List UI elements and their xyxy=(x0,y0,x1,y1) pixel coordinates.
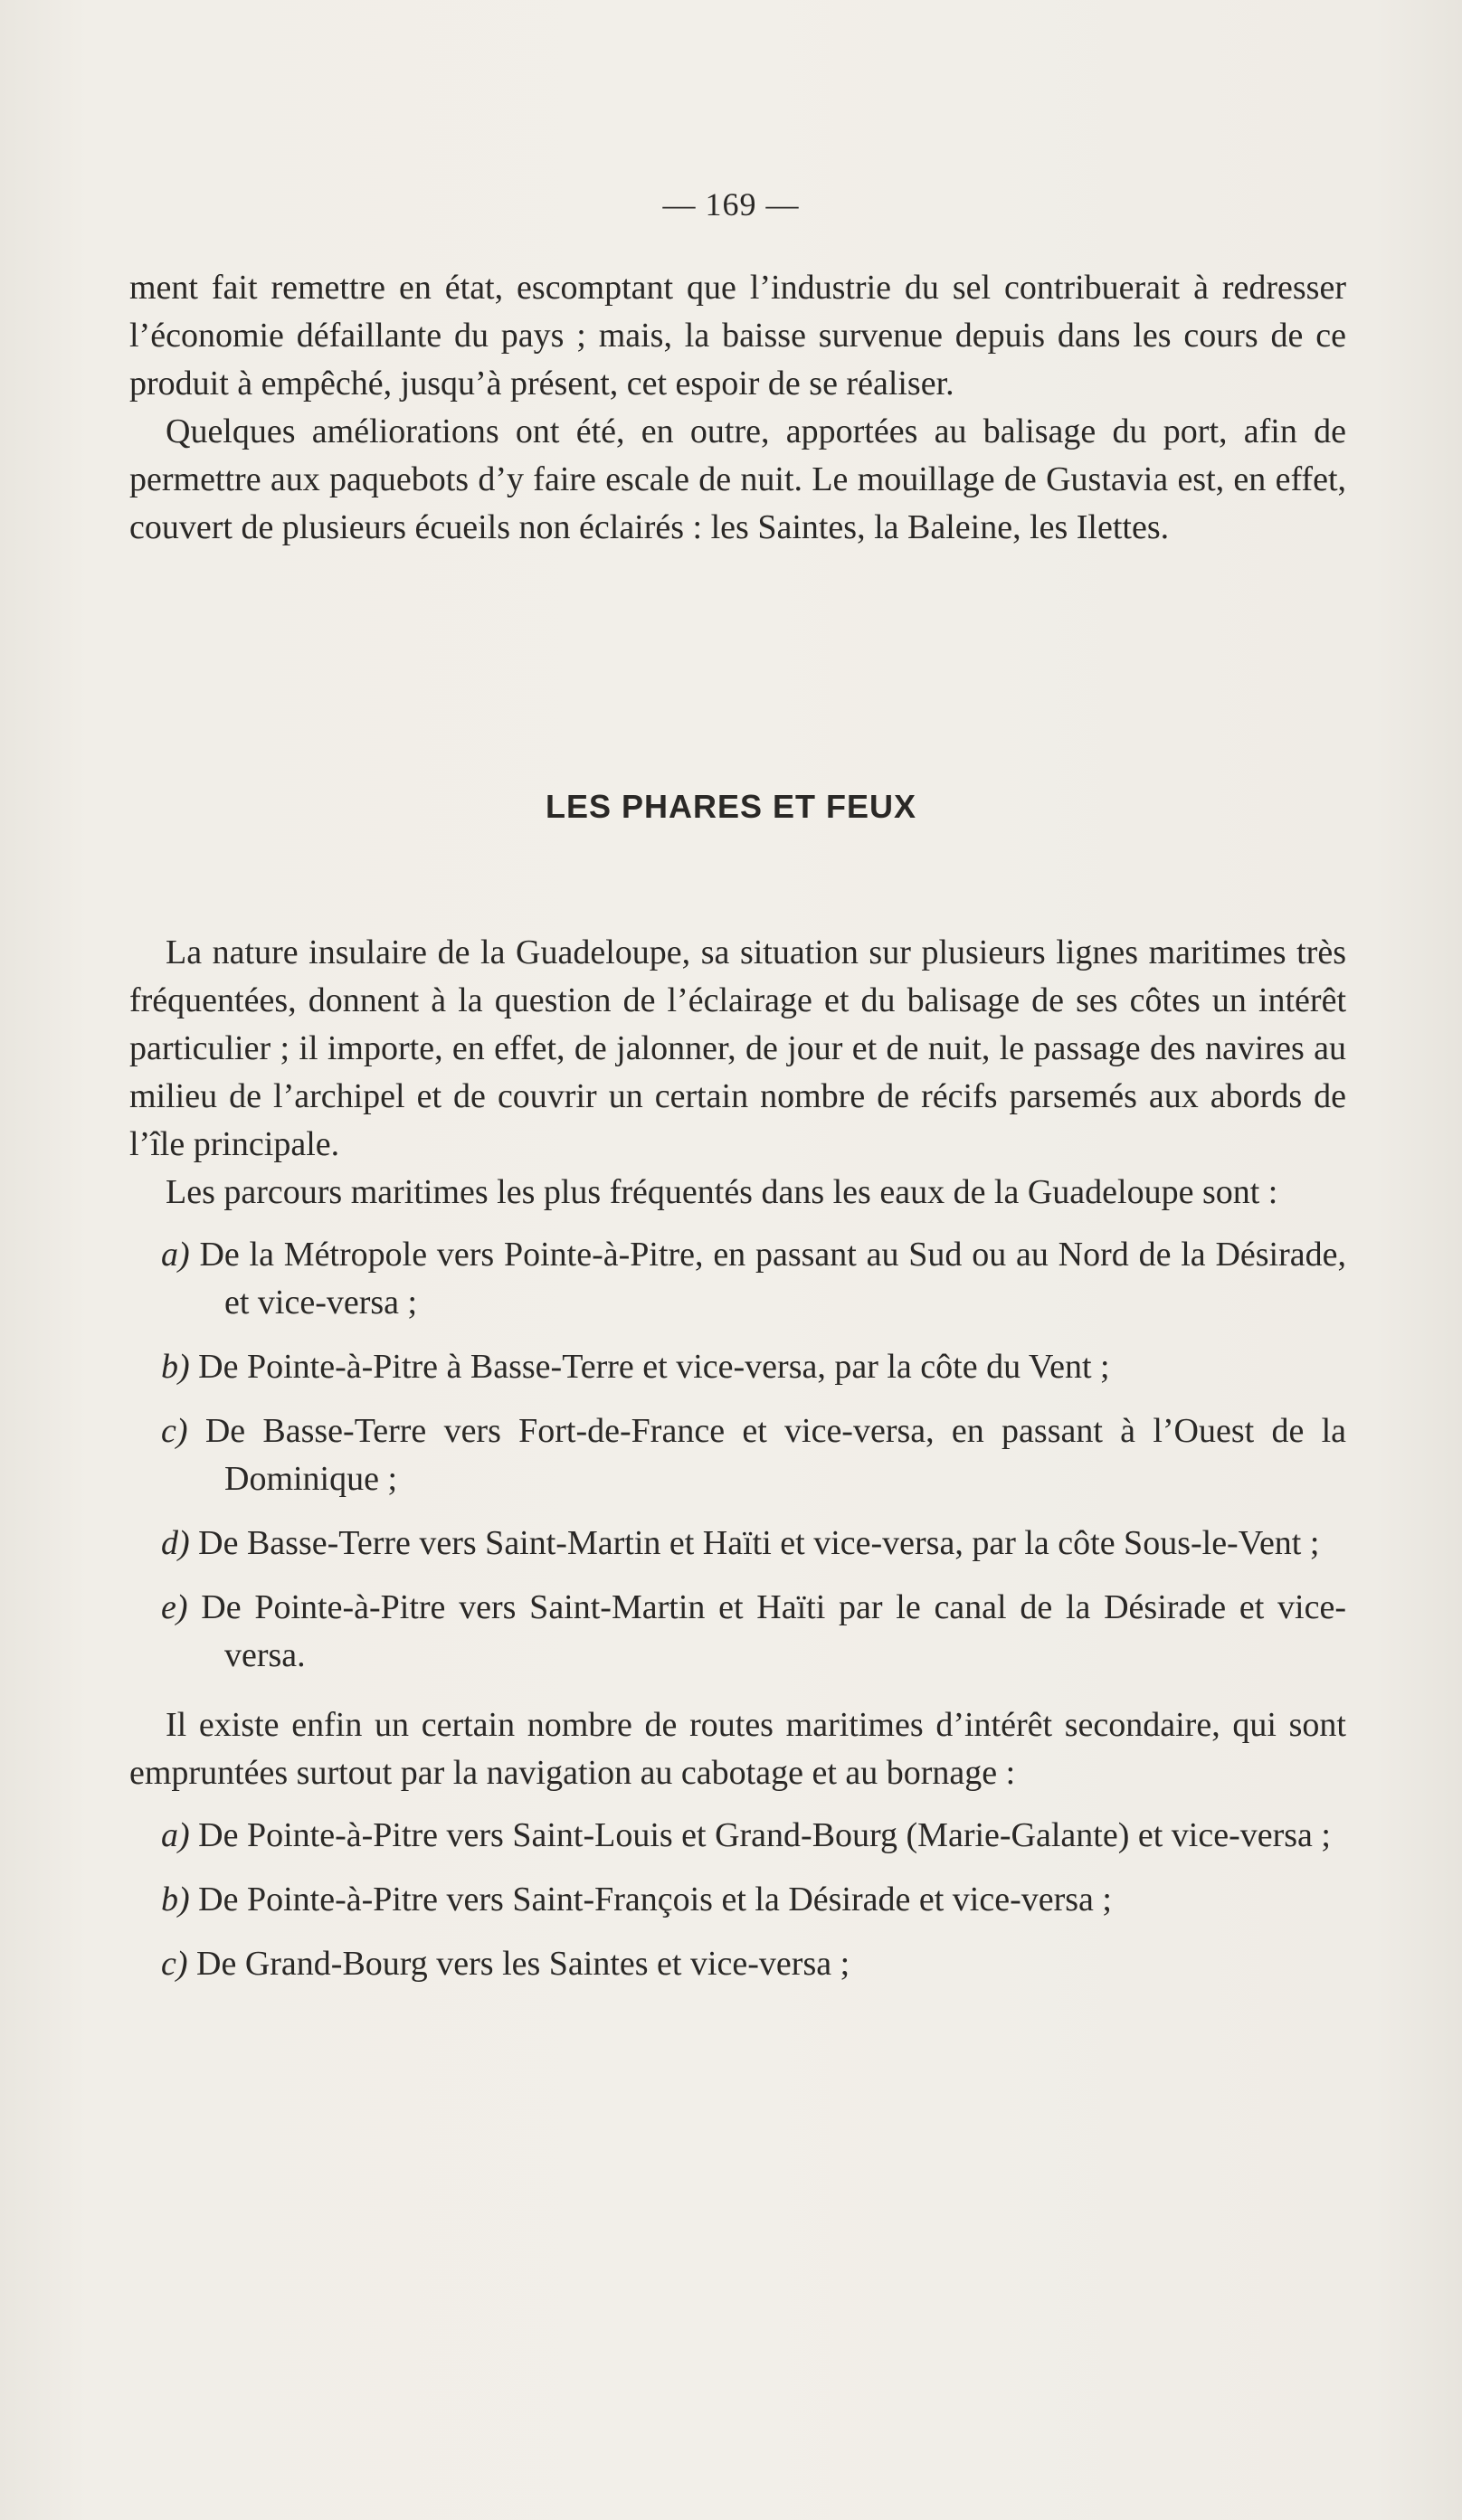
list-item xyxy=(129,1876,1346,1924)
intro-paragraph-1: ment fait remettre en état, escomptant que l’industrie du sel contribuerait à redresser l’économie défaillante du pays ; mais, la baisse survenue depuis dans les cours de ce produit à empêché, jusqu’à présent, cet espoir de se réaliser. xyxy=(129,269,1346,403)
list-item-text: De Basse-Terre vers Saint-Martin et Haïti et vice-versa, par la côte Sous-le-Vent ; xyxy=(198,1524,1320,1562)
list-item xyxy=(129,1812,1346,1860)
list-item xyxy=(129,1231,1346,1327)
list-item-letter: e) xyxy=(161,1588,188,1626)
list-item xyxy=(129,1407,1346,1503)
section-heading: LES PHARES ET FEUX xyxy=(545,788,917,825)
list-item-text: De Grand-Bourg vers les Saintes et vice-versa ; xyxy=(196,1945,850,1983)
list-item-text: De la Métropole vers Pointe-à-Pitre, en passant au Sud ou au Nord de la Désirade, et vice-versa ; xyxy=(199,1236,1346,1322)
section-paragraph-3: Il existe enfin un certain nombre de routes maritimes d’intérêt secondaire, qui sont empruntées surtout par la navigation au cabotage et au bornage : xyxy=(129,1706,1346,1792)
secondary-routes-list xyxy=(129,1812,1346,1988)
list-item-letter: c) xyxy=(161,1412,188,1450)
list-item-letter: b) xyxy=(161,1348,190,1386)
intro-text xyxy=(129,264,1346,552)
list-item-text: De Basse-Terre vers Fort-de-France et vice-versa, en passant à l’Ouest de la Dominique ; xyxy=(204,1412,1347,1498)
list-item-text: De Pointe-à-Pitre vers Saint-Martin et Haïti par le canal de la Désirade et vice-versa. xyxy=(201,1588,1347,1674)
list-item-letter: c) xyxy=(161,1945,188,1983)
list-item-text: De Pointe-à-Pitre à Basse-Terre et vice-versa, par la côte du Vent ; xyxy=(198,1348,1110,1386)
list-item-letter: d) xyxy=(161,1524,190,1562)
list-item xyxy=(129,1584,1346,1680)
list-item-letter: b) xyxy=(161,1881,190,1918)
section-text xyxy=(129,929,1346,1988)
section-paragraph-2: Les parcours maritimes les plus fréquentés dans les eaux de la Guadeloupe sont : xyxy=(166,1173,1278,1211)
main-routes-list xyxy=(129,1231,1346,1680)
intro-paragraph-2: Quelques améliorations ont été, en outre, apportées au balisage du port, afin de permettre aux paquebots d’y faire escale de nuit. Le mouillage de Gustavia est, en effet, couvert de plusieurs écueils non éclairés : les Saintes, la Baleine, les Ilettes. xyxy=(129,412,1346,546)
list-item xyxy=(129,1520,1346,1568)
list-item xyxy=(129,1940,1346,1988)
list-item xyxy=(129,1343,1346,1391)
section-paragraph-1: La nature insulaire de la Guadeloupe, sa situation sur plusieurs lignes maritimes très fréquentées, donnent à la question de l’éclairage et du balisage de ses côtes un intérêt particulier ; il importe, en effet, de jalonner, de jour et de nuit, le passage des navires au milieu de l’archipel et de couvrir un certain nombre de récifs parsemés aux abords de l’île principale. xyxy=(129,933,1346,1163)
page-number: — 169 — xyxy=(662,186,800,223)
list-item-letter: a) xyxy=(161,1236,190,1274)
list-item-text: De Pointe-à-Pitre vers Saint-François et la Désirade et vice-versa ; xyxy=(198,1881,1112,1918)
list-item-letter: a) xyxy=(161,1816,190,1854)
list-item-text: De Pointe-à-Pitre vers Saint-Louis et Grand-Bourg (Marie-Galante) et vice-versa ; xyxy=(198,1816,1331,1854)
